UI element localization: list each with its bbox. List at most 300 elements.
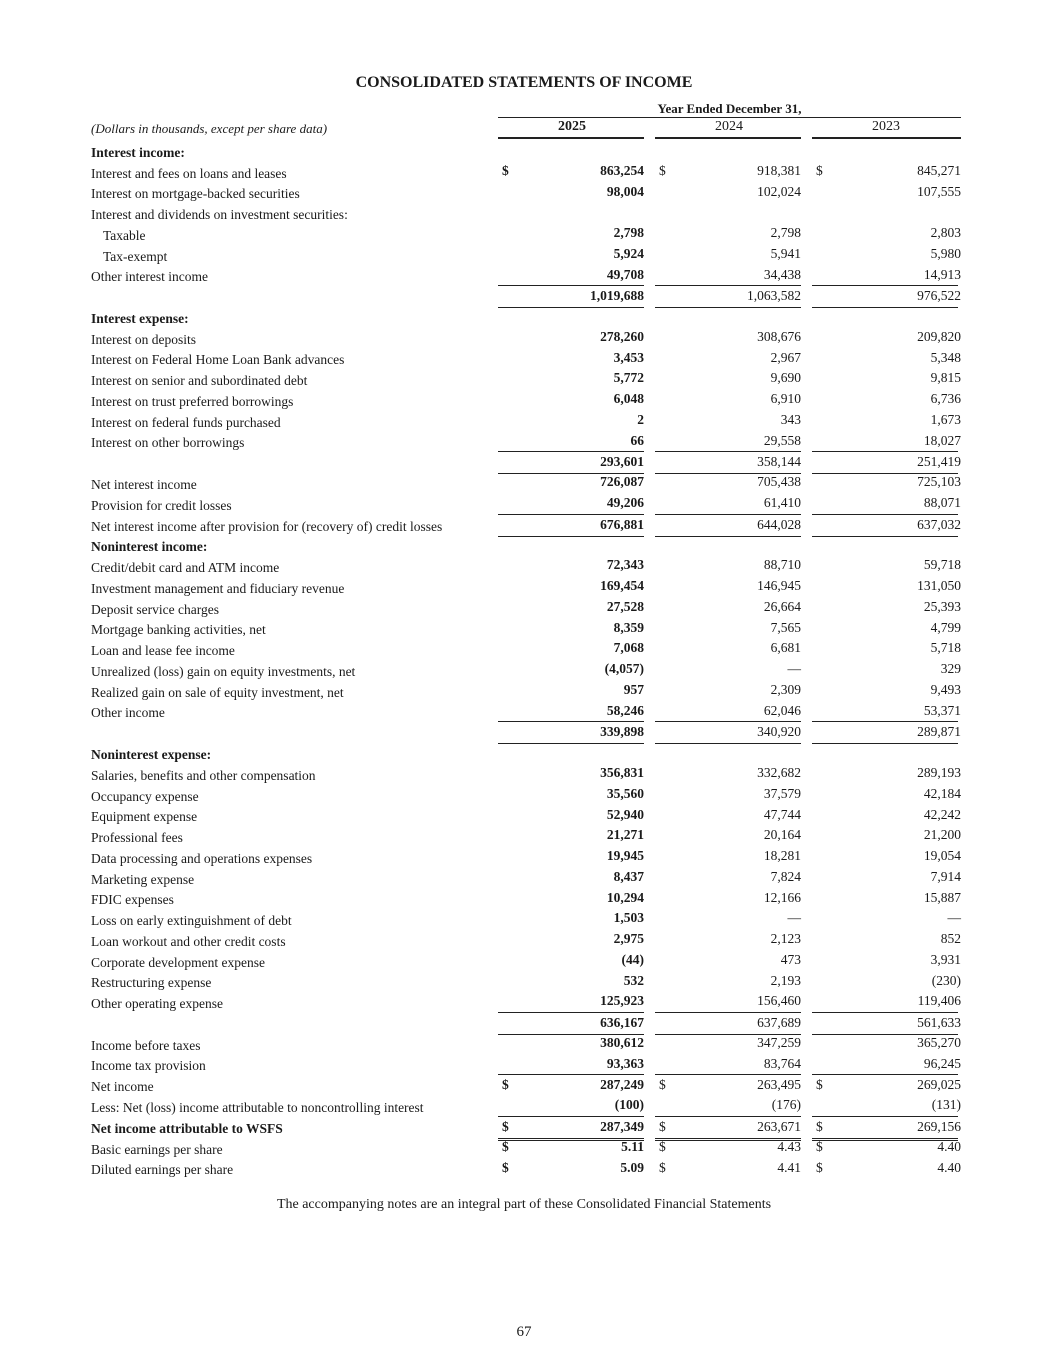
value-cell-2023 bbox=[812, 451, 961, 474]
cell-value: 269,025 bbox=[917, 1077, 961, 1093]
value-cell-2025 bbox=[498, 742, 644, 763]
cell-value: 636,167 bbox=[600, 1015, 644, 1031]
value-cell-2024 bbox=[655, 493, 801, 514]
row-label: Tax-exempt bbox=[103, 248, 168, 264]
value-cell-2025 bbox=[498, 908, 644, 929]
value-cell-2023 bbox=[812, 1054, 961, 1075]
table-row bbox=[0, 659, 1048, 680]
cell-value: 358,144 bbox=[757, 454, 801, 470]
value-cell-2025 bbox=[498, 784, 644, 805]
row-label: Salaries, benefits and other compensation bbox=[91, 767, 316, 783]
table-row bbox=[0, 597, 1048, 618]
value-cell-2023 bbox=[812, 971, 961, 992]
table-row bbox=[0, 867, 1048, 888]
table-row bbox=[0, 805, 1048, 826]
cell-value: 12,166 bbox=[763, 889, 801, 905]
cell-value: 8,437 bbox=[613, 868, 644, 884]
row-label: Noninterest expense: bbox=[91, 746, 212, 762]
cell-value: 329 bbox=[940, 661, 961, 677]
table-row bbox=[0, 431, 1048, 452]
value-cell-2023 bbox=[812, 1074, 961, 1096]
table-row bbox=[0, 535, 1048, 556]
table-row bbox=[0, 721, 1048, 742]
cell-value: 7,914 bbox=[930, 868, 961, 884]
cell-value: 119,406 bbox=[917, 993, 961, 1009]
cell-value: 2,975 bbox=[613, 931, 644, 947]
currency-symbol: $ bbox=[659, 1077, 666, 1093]
value-cell-2025 bbox=[498, 659, 644, 680]
currency-symbol: $ bbox=[816, 1138, 823, 1154]
row-label: Net income bbox=[91, 1079, 154, 1095]
cell-value: 5,718 bbox=[930, 640, 961, 656]
table-row bbox=[0, 618, 1048, 639]
cell-value: 4.41 bbox=[777, 1159, 801, 1175]
cell-value: 25,393 bbox=[923, 598, 961, 614]
table-row bbox=[0, 846, 1048, 867]
value-cell-2025 bbox=[498, 410, 644, 431]
value-cell-2023 bbox=[812, 929, 961, 950]
cell-value: (131) bbox=[931, 1097, 961, 1113]
value-cell-2023 bbox=[812, 1158, 961, 1179]
value-cell-2024 bbox=[655, 306, 801, 327]
cell-value: 644,028 bbox=[757, 516, 801, 532]
cell-value: 532 bbox=[623, 972, 644, 988]
cell-value: 52,940 bbox=[606, 806, 644, 822]
row-label: Interest and dividends on investment securities: bbox=[91, 207, 348, 223]
cell-value: 380,612 bbox=[600, 1034, 644, 1050]
cell-value: 88,071 bbox=[923, 495, 961, 511]
value-cell-2024 bbox=[655, 805, 801, 826]
cell-value: 34,438 bbox=[763, 266, 801, 282]
cell-value: 37,579 bbox=[763, 785, 801, 801]
cell-value: 83,764 bbox=[763, 1055, 801, 1071]
value-cell-2025 bbox=[498, 223, 644, 244]
value-cell-2023 bbox=[812, 306, 958, 327]
currency-symbol: $ bbox=[502, 162, 509, 178]
row-label: Occupancy expense bbox=[91, 788, 199, 804]
value-cell-2024 bbox=[655, 784, 801, 805]
value-cell-2023 bbox=[812, 535, 958, 556]
value-cell-2025 bbox=[498, 618, 644, 639]
value-cell-2023 bbox=[812, 867, 961, 888]
table-row bbox=[0, 514, 1048, 535]
value-cell-2025 bbox=[498, 701, 644, 722]
value-cell-2024 bbox=[655, 576, 801, 597]
value-cell-2023 bbox=[812, 140, 958, 161]
value-cell-2023 bbox=[812, 431, 961, 452]
cell-value: 9,493 bbox=[930, 681, 961, 697]
row-label: Loan workout and other credit costs bbox=[91, 933, 286, 949]
cell-value: 107,555 bbox=[917, 183, 961, 199]
cell-value: 59,718 bbox=[923, 557, 961, 573]
table-row bbox=[0, 1116, 1048, 1137]
value-cell-2024 bbox=[655, 223, 801, 244]
value-cell-2025 bbox=[498, 825, 644, 846]
cell-value: 4,799 bbox=[930, 619, 961, 635]
value-cell-2023 bbox=[812, 285, 961, 308]
value-cell-2023 bbox=[812, 348, 961, 369]
cell-value: 726,087 bbox=[600, 474, 644, 490]
currency-symbol: $ bbox=[816, 162, 823, 178]
cell-value: 93,363 bbox=[606, 1055, 644, 1071]
value-cell-2024 bbox=[655, 825, 801, 846]
cell-value: 26,664 bbox=[763, 598, 801, 614]
value-cell-2025 bbox=[498, 182, 644, 203]
cell-value: 18,027 bbox=[923, 432, 961, 448]
row-label: Net income attributable to WSFS bbox=[91, 1120, 283, 1136]
cell-value: 7,068 bbox=[613, 640, 644, 656]
value-cell-2023 bbox=[812, 389, 961, 410]
value-cell-2024 bbox=[655, 638, 801, 659]
cell-value: 332,682 bbox=[757, 764, 801, 780]
cell-value: 19,945 bbox=[606, 848, 644, 864]
cell-value: 3,453 bbox=[613, 349, 644, 365]
row-label: Noninterest income: bbox=[91, 539, 208, 555]
table-row bbox=[0, 182, 1048, 203]
value-cell-2025 bbox=[498, 306, 644, 327]
currency-symbol: $ bbox=[502, 1077, 509, 1093]
table-row bbox=[0, 971, 1048, 992]
table-row bbox=[0, 306, 1048, 327]
value-cell-2024 bbox=[655, 451, 801, 474]
cell-value: 49,708 bbox=[606, 266, 644, 282]
cell-value: 287,249 bbox=[600, 1077, 644, 1093]
cell-value: — bbox=[787, 910, 801, 926]
cell-value: 4.43 bbox=[777, 1138, 801, 1154]
cell-value: 339,898 bbox=[600, 724, 644, 740]
period-header-rule bbox=[498, 117, 961, 118]
cell-value: 6,048 bbox=[613, 391, 644, 407]
value-cell-2025 bbox=[498, 1074, 644, 1096]
table-row bbox=[0, 763, 1048, 784]
table-row bbox=[0, 140, 1048, 161]
row-label: Interest and fees on loans and leases bbox=[91, 165, 287, 181]
cell-value: 102,024 bbox=[757, 183, 801, 199]
year-header-2023: 2023 bbox=[872, 119, 900, 134]
value-cell-2024 bbox=[655, 950, 801, 971]
cell-value: 251,419 bbox=[917, 454, 961, 470]
value-cell-2023 bbox=[812, 784, 961, 805]
value-cell-2025 bbox=[498, 805, 644, 826]
year-header-2024: 2024 bbox=[715, 119, 743, 134]
row-label: Restructuring expense bbox=[91, 975, 212, 991]
cell-value: 918,381 bbox=[757, 162, 801, 178]
value-cell-2024 bbox=[655, 140, 801, 161]
value-cell-2025 bbox=[498, 929, 644, 950]
cell-value: 169,454 bbox=[600, 578, 644, 594]
table-row bbox=[0, 410, 1048, 431]
cell-value: 2,967 bbox=[770, 349, 801, 365]
value-cell-2025 bbox=[498, 431, 644, 452]
value-cell-2025 bbox=[498, 1033, 644, 1054]
cell-value: 53,371 bbox=[923, 702, 961, 718]
cell-value: 4.40 bbox=[937, 1159, 961, 1175]
value-cell-2024 bbox=[655, 680, 801, 701]
value-cell-2023 bbox=[812, 555, 961, 576]
value-cell-2024 bbox=[655, 1033, 801, 1054]
value-cell-2025 bbox=[498, 244, 644, 265]
value-cell-2023 bbox=[812, 846, 961, 867]
value-cell-2024 bbox=[655, 327, 801, 348]
row-label: Loan and lease fee income bbox=[91, 643, 235, 659]
value-cell-2024 bbox=[655, 555, 801, 576]
row-label: FDIC expenses bbox=[91, 892, 174, 908]
cell-value: 29,558 bbox=[763, 432, 801, 448]
value-cell-2023 bbox=[812, 514, 961, 537]
value-cell-2023 bbox=[812, 223, 961, 244]
value-cell-2024 bbox=[655, 265, 801, 286]
cell-value: 343 bbox=[780, 411, 801, 427]
value-cell-2024 bbox=[655, 535, 801, 556]
cell-value: — bbox=[947, 910, 961, 926]
cell-value: 347,259 bbox=[757, 1034, 801, 1050]
cell-value: 15,887 bbox=[923, 889, 961, 905]
value-cell-2024 bbox=[655, 867, 801, 888]
value-cell-2023 bbox=[812, 950, 961, 971]
value-cell-2023 bbox=[812, 991, 961, 1012]
value-cell-2025 bbox=[498, 1158, 644, 1179]
value-cell-2024 bbox=[655, 285, 801, 308]
cell-value: 705,438 bbox=[757, 474, 801, 490]
table-row bbox=[0, 701, 1048, 722]
cell-value: 263,495 bbox=[757, 1077, 801, 1093]
value-cell-2025 bbox=[498, 555, 644, 576]
table-row bbox=[0, 202, 1048, 223]
row-label: Interest on senior and subordinated debt bbox=[91, 373, 308, 389]
value-cell-2023 bbox=[812, 763, 961, 784]
cell-value: 88,710 bbox=[763, 557, 801, 573]
table-row bbox=[0, 950, 1048, 971]
cell-value: 42,242 bbox=[923, 806, 961, 822]
cell-value: 863,254 bbox=[600, 162, 644, 178]
table-row bbox=[0, 929, 1048, 950]
cell-value: (4,057) bbox=[604, 661, 644, 677]
value-cell-2025 bbox=[498, 971, 644, 992]
cell-value: 5,941 bbox=[770, 245, 801, 261]
cell-value: — bbox=[787, 661, 801, 677]
value-cell-2024 bbox=[655, 701, 801, 722]
row-label: Mortgage banking activities, net bbox=[91, 622, 266, 638]
cell-value: 7,824 bbox=[770, 868, 801, 884]
cell-value: 3,931 bbox=[930, 951, 961, 967]
value-cell-2023 bbox=[812, 659, 961, 680]
cell-value: (176) bbox=[771, 1097, 801, 1113]
table-row bbox=[0, 223, 1048, 244]
cell-value: 356,831 bbox=[600, 764, 644, 780]
value-cell-2024 bbox=[655, 929, 801, 950]
value-cell-2025 bbox=[498, 1054, 644, 1075]
value-cell-2023 bbox=[812, 825, 961, 846]
cell-value: 156,460 bbox=[757, 993, 801, 1009]
cell-value: 957 bbox=[623, 681, 644, 697]
year-rule-2024 bbox=[655, 137, 801, 139]
value-cell-2025 bbox=[498, 472, 644, 493]
row-label: Other income bbox=[91, 705, 165, 721]
value-cell-2024 bbox=[655, 368, 801, 389]
row-label: Realized gain on sale of equity investment, net bbox=[91, 684, 344, 700]
cell-value: 287,349 bbox=[600, 1118, 644, 1134]
cell-value: 845,271 bbox=[917, 162, 961, 178]
table-row bbox=[0, 555, 1048, 576]
row-label: Taxable bbox=[103, 227, 146, 243]
table-row bbox=[0, 1054, 1048, 1075]
row-label: Credit/debit card and ATM income bbox=[91, 560, 280, 576]
row-label: Interest income: bbox=[91, 144, 185, 160]
table-row bbox=[0, 451, 1048, 472]
value-cell-2023 bbox=[812, 618, 961, 639]
table-row bbox=[0, 472, 1048, 493]
cell-value: 66 bbox=[630, 432, 644, 448]
currency-symbol: $ bbox=[659, 162, 666, 178]
cell-value: 8,359 bbox=[613, 619, 644, 635]
table-row bbox=[0, 285, 1048, 306]
table-row bbox=[0, 389, 1048, 410]
value-cell-2024 bbox=[655, 888, 801, 909]
cell-value: 5,772 bbox=[613, 370, 644, 386]
value-cell-2023 bbox=[812, 638, 961, 659]
value-cell-2025 bbox=[498, 638, 644, 659]
cell-value: 61,410 bbox=[763, 495, 801, 511]
table-row bbox=[0, 1033, 1048, 1054]
table-row bbox=[0, 888, 1048, 909]
value-cell-2025 bbox=[498, 597, 644, 618]
year-header-2025: 2025 bbox=[558, 119, 586, 134]
row-label: Interest on Federal Home Loan Bank advances bbox=[91, 352, 345, 368]
value-cell-2024 bbox=[655, 618, 801, 639]
row-label: Income before taxes bbox=[91, 1037, 201, 1053]
cell-value: 1,673 bbox=[930, 411, 961, 427]
value-cell-2024 bbox=[655, 763, 801, 784]
row-label: Other interest income bbox=[91, 269, 208, 285]
footer-note: The accompanying notes are an integral part of these Consolidated Financial Statements bbox=[276, 1197, 772, 1212]
value-cell-2023 bbox=[812, 701, 961, 722]
value-cell-2024 bbox=[655, 991, 801, 1012]
value-cell-2024 bbox=[655, 182, 801, 203]
cell-value: 278,260 bbox=[600, 328, 644, 344]
currency-symbol: $ bbox=[816, 1077, 823, 1093]
cell-value: 365,270 bbox=[917, 1034, 961, 1050]
value-cell-2023 bbox=[812, 576, 961, 597]
value-cell-2024 bbox=[655, 659, 801, 680]
cell-value: 98,004 bbox=[606, 183, 644, 199]
value-cell-2025 bbox=[498, 763, 644, 784]
row-label: Investment management and fiduciary revenue bbox=[91, 580, 345, 596]
table-row bbox=[0, 825, 1048, 846]
value-cell-2023 bbox=[812, 327, 961, 348]
currency-symbol: $ bbox=[502, 1138, 509, 1154]
cell-value: 9,815 bbox=[930, 370, 961, 386]
value-cell-2025 bbox=[498, 493, 644, 514]
value-cell-2024 bbox=[655, 389, 801, 410]
cell-value: 289,871 bbox=[917, 724, 961, 740]
value-cell-2023 bbox=[812, 493, 961, 514]
row-label: Interest on other borrowings bbox=[91, 435, 245, 451]
year-rule-2023 bbox=[812, 137, 961, 139]
cell-value: 561,633 bbox=[917, 1015, 961, 1031]
value-cell-2023 bbox=[812, 1012, 961, 1035]
cell-value: 5,980 bbox=[930, 245, 961, 261]
value-cell-2025 bbox=[498, 285, 644, 308]
value-cell-2025 bbox=[498, 265, 644, 286]
value-cell-2024 bbox=[655, 472, 801, 493]
value-cell-2025 bbox=[498, 514, 644, 537]
value-cell-2024 bbox=[655, 1054, 801, 1075]
cell-value: 5.11 bbox=[621, 1138, 644, 1154]
cell-value: 49,206 bbox=[606, 495, 644, 511]
cell-value: 293,601 bbox=[600, 454, 644, 470]
cell-value: 4.40 bbox=[937, 1138, 961, 1154]
row-label: Interest on deposits bbox=[91, 331, 196, 347]
cell-value: 14,913 bbox=[923, 266, 961, 282]
table-row bbox=[0, 348, 1048, 369]
table-row bbox=[0, 576, 1048, 597]
value-cell-2025 bbox=[498, 991, 644, 1012]
value-cell-2025 bbox=[498, 1012, 644, 1035]
table-row bbox=[0, 161, 1048, 182]
cell-value: 58,246 bbox=[606, 702, 644, 718]
row-label: Diluted earnings per share bbox=[91, 1162, 234, 1178]
row-label: Deposit service charges bbox=[91, 601, 219, 617]
cell-value: (230) bbox=[931, 972, 961, 988]
cell-value: 42,184 bbox=[923, 785, 961, 801]
cell-value: 976,522 bbox=[917, 288, 961, 304]
value-cell-2025 bbox=[498, 451, 644, 474]
table-row bbox=[0, 680, 1048, 701]
value-cell-2023 bbox=[812, 888, 961, 909]
currency-symbol: $ bbox=[816, 1118, 823, 1134]
cell-value: 6,736 bbox=[930, 391, 961, 407]
value-cell-2023 bbox=[812, 1137, 961, 1158]
cell-value: 1,063,582 bbox=[747, 288, 801, 304]
value-cell-2023 bbox=[812, 742, 958, 763]
cell-value: 27,528 bbox=[606, 598, 644, 614]
value-cell-2023 bbox=[812, 721, 961, 744]
value-cell-2025 bbox=[498, 846, 644, 867]
table-row bbox=[0, 1074, 1048, 1095]
currency-symbol: $ bbox=[659, 1118, 666, 1134]
row-label: Income tax provision bbox=[91, 1058, 206, 1074]
row-label: Interest on mortgage-backed securities bbox=[91, 186, 300, 202]
currency-symbol: $ bbox=[816, 1159, 823, 1175]
value-cell-2025 bbox=[498, 1095, 644, 1116]
value-cell-2024 bbox=[655, 597, 801, 618]
cell-value: 2,309 bbox=[770, 681, 801, 697]
value-cell-2024 bbox=[655, 244, 801, 265]
cell-value: 852 bbox=[940, 931, 961, 947]
value-cell-2025 bbox=[498, 368, 644, 389]
units-label: (Dollars in thousands, except per share data) bbox=[91, 121, 328, 136]
value-cell-2024 bbox=[655, 514, 801, 537]
value-cell-2024 bbox=[655, 1137, 801, 1158]
table-row bbox=[0, 784, 1048, 805]
table-row bbox=[0, 742, 1048, 763]
value-cell-2023 bbox=[812, 368, 961, 389]
cell-value: 263,671 bbox=[757, 1118, 801, 1134]
table-row bbox=[0, 1137, 1048, 1158]
table-row bbox=[0, 265, 1048, 286]
table-row bbox=[0, 1012, 1048, 1033]
cell-value: 18,281 bbox=[763, 848, 801, 864]
table-row bbox=[0, 638, 1048, 659]
value-cell-2023 bbox=[812, 161, 961, 182]
value-cell-2025 bbox=[498, 535, 644, 556]
value-cell-2025 bbox=[498, 576, 644, 597]
row-label: Equipment expense bbox=[91, 809, 198, 825]
value-cell-2023 bbox=[812, 472, 961, 493]
cell-value: 2,123 bbox=[770, 931, 801, 947]
value-cell-2025 bbox=[498, 680, 644, 701]
row-label: Data processing and operations expenses bbox=[91, 850, 313, 866]
